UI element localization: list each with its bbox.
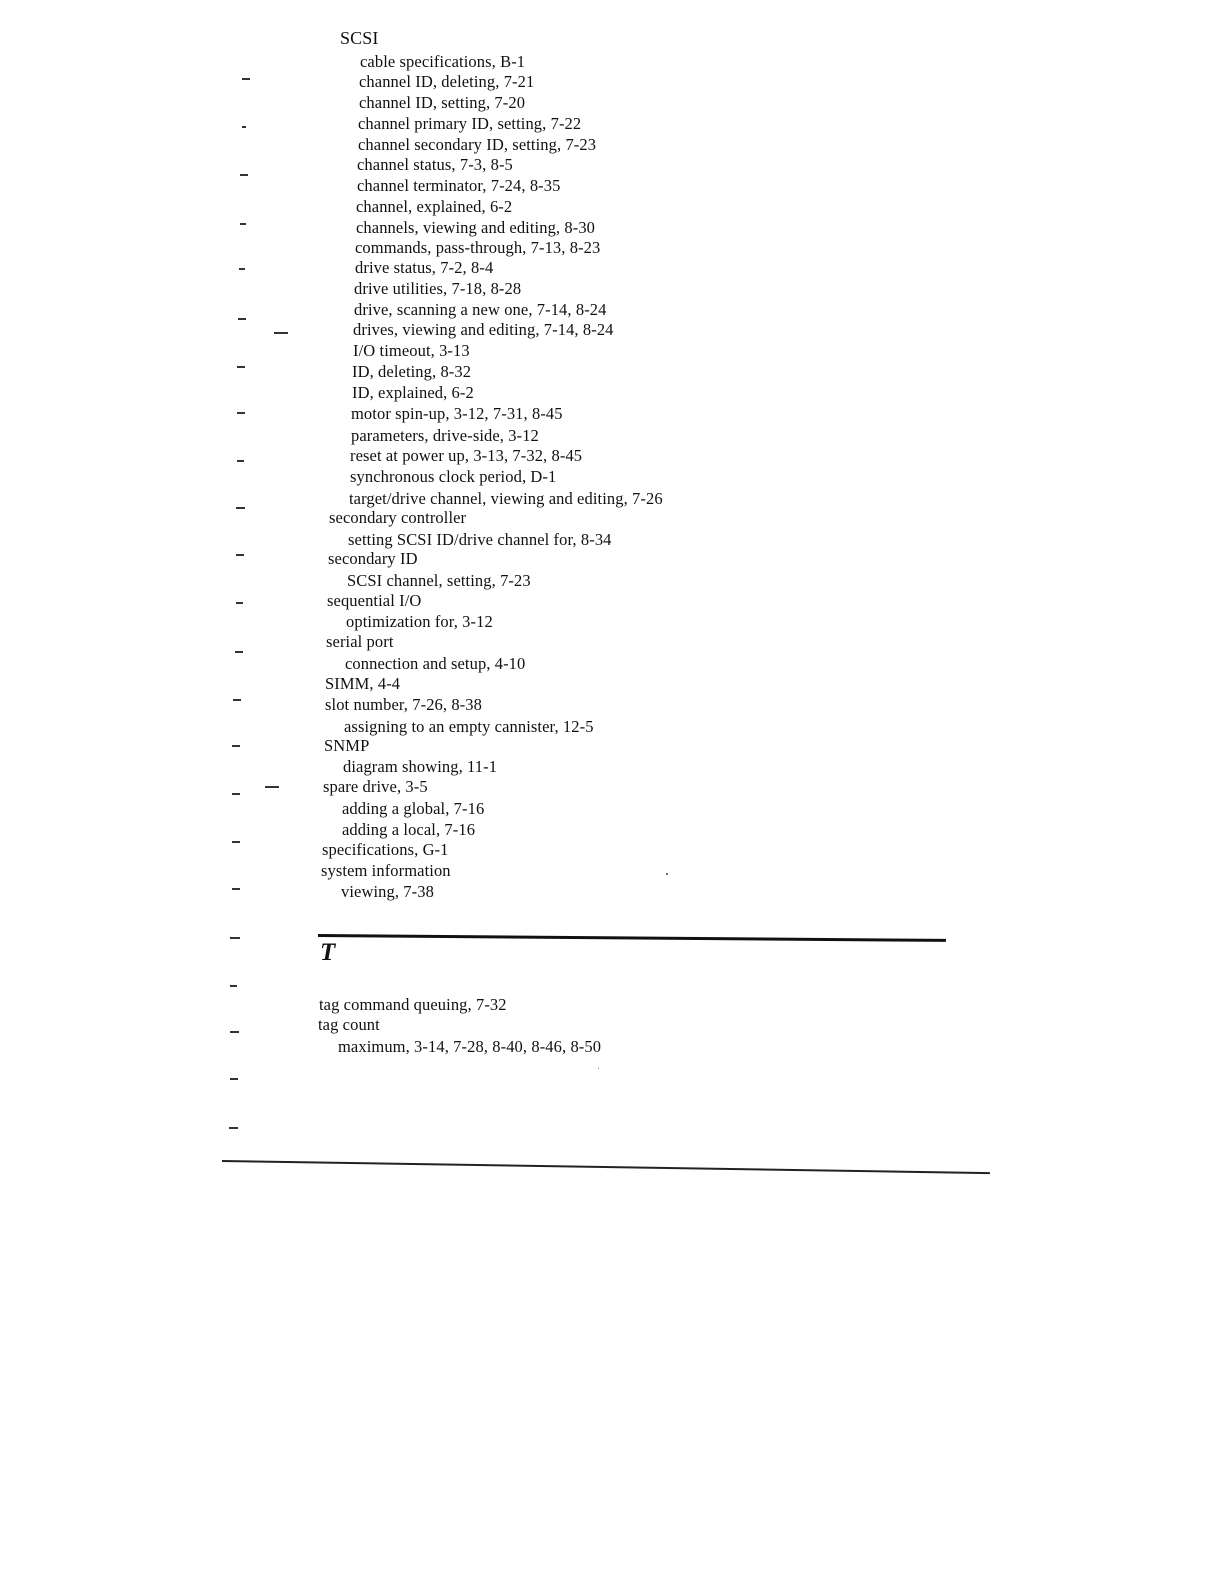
index-subentry: synchronous clock period, D-1 [350, 467, 557, 486]
scan-mark [230, 1078, 238, 1080]
scan-mark [238, 318, 246, 320]
index-subentry: drive, scanning a new one, 7-14, 8-24 [354, 300, 607, 319]
index-subentry: target/drive channel, viewing and editing, 7-26 [349, 489, 663, 508]
index-subentry: channel primary ID, setting, 7-22 [358, 114, 582, 133]
index-subentry: assigning to an empty cannister, 12-5 [344, 717, 594, 736]
index-heading-scsi: SCSI [340, 28, 379, 48]
index-subentry: channel ID, setting, 7-20 [359, 93, 526, 112]
index-subentry: reset at power up, 3-13, 7-32, 8-45 [350, 446, 583, 465]
scan-mark [236, 602, 243, 604]
page-bottom-rule [222, 1160, 990, 1174]
index-subentry: drives, viewing and editing, 7-14, 8-24 [353, 320, 614, 339]
scan-mark [236, 554, 244, 556]
scan-mark [230, 1031, 239, 1033]
scan-mark [237, 460, 244, 462]
index-entry: slot number, 7-26, 8-38 [325, 695, 482, 714]
scan-mark [240, 174, 248, 176]
index-subentry: diagram showing, 11-1 [343, 757, 498, 776]
index-subentry: viewing, 7-38 [341, 882, 434, 901]
index-subentry: channel status, 7-3, 8-5 [357, 155, 513, 174]
index-subentry: drive utilities, 7-18, 8-28 [354, 279, 522, 298]
scan-speck [666, 873, 668, 875]
index-subentry: cable specifications, B-1 [360, 52, 526, 71]
index-subentry: adding a local, 7-16 [342, 820, 476, 839]
scan-mark [235, 651, 243, 653]
scan-mark [237, 412, 245, 414]
index-entry: sequential I/O [327, 591, 422, 610]
index-subentry: I/O timeout, 3-13 [353, 341, 470, 360]
index-subentry: parameters, drive-side, 3-12 [351, 426, 539, 445]
scan-mark [230, 985, 237, 987]
section-letter-t: T [320, 939, 336, 966]
index-subentry: channel secondary ID, setting, 7-23 [358, 135, 597, 154]
index-subentry: connection and setup, 4-10 [345, 654, 526, 673]
scan-mark [237, 366, 245, 368]
scan-mark [236, 507, 245, 509]
index-subentry: commands, pass-through, 7-13, 8-23 [355, 238, 601, 257]
section-divider-rule [318, 934, 946, 942]
index-subentry: ID, deleting, 8-32 [352, 362, 472, 381]
index-subentry: channel, explained, 6-2 [356, 197, 513, 216]
index-subentry: motor spin-up, 3-12, 7-31, 8-45 [351, 404, 563, 423]
index-subentry: channels, viewing and editing, 8-30 [356, 218, 596, 237]
index-subentry: drive status, 7-2, 8-4 [355, 258, 494, 277]
index-subentry: setting SCSI ID/drive channel for, 8-34 [348, 530, 612, 549]
scan-mark [233, 699, 241, 701]
index-entry: serial port [326, 632, 394, 651]
index-subentry: adding a global, 7-16 [342, 799, 485, 818]
scan-speck [598, 1068, 599, 1069]
scan-mark [232, 745, 240, 747]
index-subentry: optimization for, 3-12 [346, 612, 493, 631]
index-subentry: maximum, 3-14, 7-28, 8-40, 8-46, 8-50 [338, 1037, 602, 1056]
scan-mark [274, 332, 288, 334]
scan-mark [265, 786, 279, 788]
scan-mark [229, 1127, 238, 1129]
scan-mark [242, 78, 250, 80]
scan-mark [232, 793, 240, 795]
scan-mark [232, 888, 240, 890]
scan-mark [232, 841, 240, 843]
index-entry: system information [321, 861, 451, 880]
index-entry: tag command queuing, 7-32 [319, 995, 507, 1014]
scan-mark [242, 126, 246, 128]
index-entry: secondary ID [328, 549, 418, 568]
index-entry: spare drive, 3-5 [323, 777, 428, 796]
index-subentry: channel terminator, 7-24, 8-35 [357, 176, 561, 195]
scan-mark [240, 223, 246, 225]
index-entry: tag count [318, 1015, 380, 1034]
index-subentry: SCSI channel, setting, 7-23 [347, 571, 531, 590]
scan-mark [239, 268, 245, 270]
index-subentry: channel ID, deleting, 7-21 [359, 72, 535, 91]
index-entry: secondary controller [329, 508, 467, 527]
index-subentry: ID, explained, 6-2 [352, 383, 474, 402]
index-entry: specifications, G-1 [322, 840, 449, 859]
scan-mark [230, 937, 240, 939]
index-entry: SNMP [324, 736, 370, 755]
index-entry: SIMM, 4-4 [325, 674, 401, 693]
